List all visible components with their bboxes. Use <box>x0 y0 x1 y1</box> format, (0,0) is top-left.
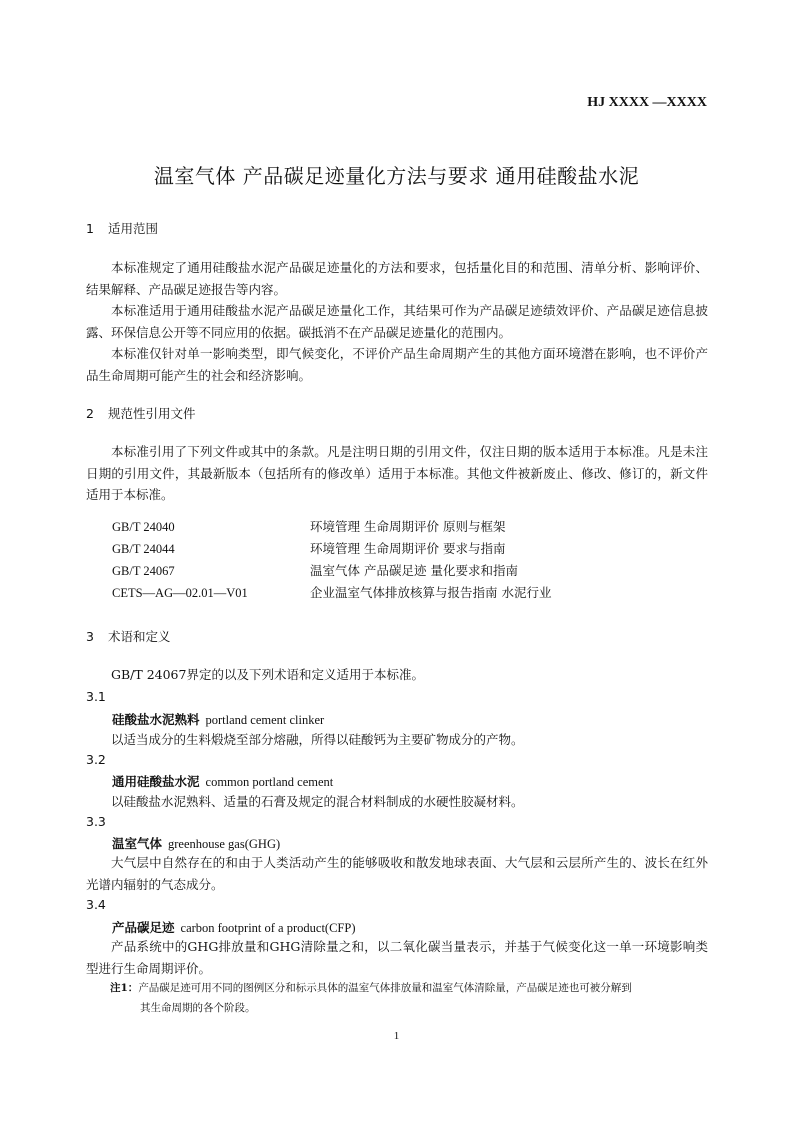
note <box>110 978 710 1018</box>
term-definition: 产品系统中的GHG排放量和GHG清除量之和，以二氧化碳当量表示，并基于气候变化这一单一环境影响类型进行生命周期评价。 <box>86 939 708 976</box>
reference-code: GB/T 24040 <box>112 520 175 534</box>
reference-title: 环境管理 生命周期评价 原则与框架 <box>310 519 506 534</box>
reference-item <box>112 516 505 539</box>
term-zh: 通用硅酸盐水泥 <box>112 774 200 789</box>
term-en: greenhouse gas(GHG) <box>168 837 281 851</box>
section-heading <box>86 627 171 645</box>
reference-code: GB/T 24044 <box>112 542 175 556</box>
section-title: 规范性引用文件 <box>108 406 196 421</box>
term-zh: 温室气体 <box>112 836 163 851</box>
document-title: 温室气体 产品碳足迹量化方法与要求 通用硅酸盐水泥 <box>153 164 640 188</box>
page-number: 1 <box>393 1030 400 1042</box>
term-definition: 以硅酸盐水泥熟料、适量的石膏及规定的混合材料制成的水硬性胶凝材料。 <box>111 794 524 809</box>
note-text: 产品碳足迹可用不同的图例区分和标示具体的温室气体排放量和温室气体清除量，产品碳足迹也可被分解到 <box>138 982 632 994</box>
term-zh: 硅酸盐水泥熟料 <box>112 712 200 727</box>
paragraph: 本标准规定了通用硅酸盐水泥产品碳足迹量化的方法和要求，包括量化目的和范围、清单分析、影响评价、结果解释、产品碳足迹报告等内容。 <box>86 260 708 297</box>
term-en: carbon footprint of a product(CFP) <box>180 921 356 935</box>
reference-item <box>112 560 518 583</box>
term-zh: 产品碳足迹 <box>112 920 175 935</box>
reference-title: 环境管理 生命周期评价 要求与指南 <box>310 541 506 556</box>
term-number: 3.3 <box>86 814 106 829</box>
section-number: 1 <box>86 221 94 236</box>
term-entry <box>112 710 324 728</box>
term-en: portland cement clinker <box>205 713 325 727</box>
paragraph: 本标准仅针对单一影响类型，即气候变化，不评价产品生命周期产生的其他方面环境潜在影响，也不评价产品生命周期可能产生的社会和经济影响。 <box>86 346 708 383</box>
note-label: 注1： <box>110 982 139 994</box>
paragraph: GB/T 24067界定的以及下列术语和定义适用于本标准。 <box>111 667 424 682</box>
term-en: common portland cement <box>205 775 334 789</box>
section-heading <box>86 404 196 422</box>
section-title: 术语和定义 <box>108 629 171 644</box>
term-entry <box>112 918 355 936</box>
term-definition: 大气层中自然存在的和由于人类活动产生的能够吸收和散发地球表面、大气层和云层所产生的、波长在红外光谱内辐射的气态成分。 <box>86 855 708 892</box>
reference-code: CETS—AG—02.01—V01 <box>112 586 248 600</box>
reference-item <box>112 582 551 605</box>
note-text-continued: 其生命周期的各个阶段。 <box>140 1002 256 1014</box>
reference-code: GB/T 24067 <box>112 564 175 578</box>
paragraph: 本标准适用于通用硅酸盐水泥产品碳足迹量化工作，其结果可作为产品碳足迹绩效评价、产品碳足迹信息披露、环保信息公开等不同应用的依据。碳抵消不在产品碳足迹量化的范围内。 <box>86 303 708 340</box>
standard-code: HJ XXXX —XXXX <box>587 95 707 110</box>
term-entry <box>112 834 280 852</box>
term-number: 3.1 <box>86 689 106 704</box>
section-heading <box>86 219 158 237</box>
section-number: 2 <box>86 406 94 421</box>
term-number: 3.2 <box>86 752 106 767</box>
section-number: 3 <box>86 629 94 644</box>
reference-title: 企业温室气体排放核算与报告指南 水泥行业 <box>310 585 552 600</box>
term-entry <box>112 772 333 790</box>
term-number: 3.4 <box>86 897 106 912</box>
term-definition: 以适当成分的生料煅烧至部分熔融，所得以硅酸钙为主要矿物成分的产物。 <box>111 732 524 747</box>
paragraph: 本标准引用了下列文件或其中的条款。凡是注明日期的引用文件，仅注日期的版本适用于本标准。凡是未注日期的引用文件，其最新版本（包括所有的修改单）适用于本标准。其他文件被新废止、修改、修订的，新文件适用于本标准。 <box>86 444 708 502</box>
reference-title: 温室气体 产品碳足迹 量化要求和指南 <box>310 563 518 578</box>
reference-item <box>112 538 505 561</box>
section-title: 适用范围 <box>108 221 159 236</box>
